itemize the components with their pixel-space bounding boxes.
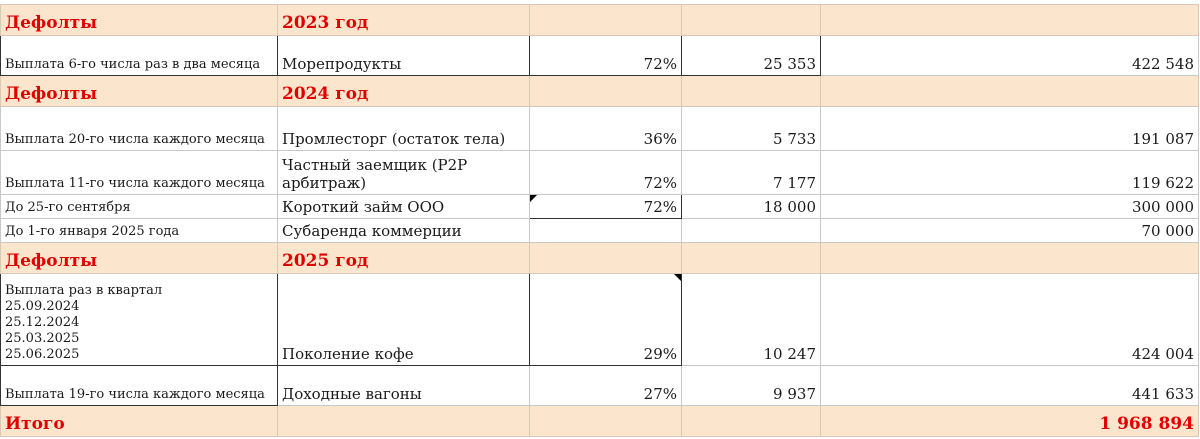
cell-section-year[interactable]: 2024 год [278, 76, 530, 107]
cell-payment-terms[interactable]: Выплата 20-го числа каждого месяца [1, 107, 278, 151]
section-header-row [1, 76, 1199, 107]
table-row [1, 151, 1199, 195]
cell-payment-terms[interactable]: До 1-го января 2025 года [1, 219, 278, 243]
table-row [1, 274, 1199, 366]
cell-empty[interactable] [682, 406, 821, 437]
cell-rate-value: 72% [643, 198, 677, 216]
cell-borrower-name[interactable]: Доходные вагоны [278, 366, 530, 406]
cell-rate[interactable]: 72% [530, 36, 682, 76]
table-row [1, 107, 1199, 151]
total-row [1, 406, 1199, 437]
cell-monthly-payment[interactable] [682, 219, 821, 243]
cell-payment-terms[interactable]: Выплата 6-го числа раз в два месяца [1, 36, 278, 76]
table-row [1, 195, 1199, 219]
cell-rate[interactable] [530, 219, 682, 243]
cell-rate[interactable]: 27% [530, 366, 682, 406]
cell-empty[interactable] [821, 243, 1199, 274]
cell-payment-terms[interactable]: Выплата 19-го числа каждого месяца [1, 366, 278, 406]
cell-empty[interactable] [530, 406, 682, 437]
cell-monthly-payment[interactable]: 18 000 [682, 195, 821, 219]
cell-empty[interactable] [682, 243, 821, 274]
cell-section-year[interactable]: 2023 год [278, 5, 530, 36]
comment-marker-icon[interactable] [674, 274, 681, 281]
cell-borrower-name[interactable]: Короткий займ ООО [278, 195, 530, 219]
cell-empty[interactable] [821, 5, 1199, 36]
cell-total-amount[interactable]: 441 633 [821, 366, 1199, 406]
cell-rate-value: 29% [643, 345, 677, 363]
section-header-row [1, 243, 1199, 274]
cell-section-label[interactable]: Дефолты [1, 76, 278, 107]
cell-rate[interactable]: 72% [530, 151, 682, 195]
cell-payment-terms[interactable]: До 25-го сентября [1, 195, 278, 219]
cell-total-amount[interactable]: 424 004 [821, 274, 1199, 366]
table-row [1, 366, 1199, 406]
cell-empty[interactable] [682, 5, 821, 36]
cell-total-amount[interactable]: 191 087 [821, 107, 1199, 151]
cell-rate[interactable] [530, 274, 682, 366]
cell-monthly-payment[interactable]: 9 937 [682, 366, 821, 406]
cell-rate[interactable] [530, 195, 682, 219]
cell-monthly-payment[interactable]: 5 733 [682, 107, 821, 151]
cell-borrower-name[interactable]: Промлесторг (остаток тела) [278, 107, 530, 151]
cell-rate[interactable]: 36% [530, 107, 682, 151]
comment-marker-icon[interactable] [530, 195, 537, 202]
cell-total-amount[interactable]: 119 622 [821, 151, 1199, 195]
cell-section-label[interactable]: Дефолты [1, 243, 278, 274]
cell-empty[interactable] [682, 76, 821, 107]
cell-borrower-name[interactable]: Субаренда коммерции [278, 219, 530, 243]
cell-empty[interactable] [278, 406, 530, 437]
cell-borrower-name[interactable]: Частный заемщик (P2P арбитраж) [278, 151, 530, 195]
cell-payment-terms[interactable]: Выплата раз в квартал 25.09.2024 25.12.2024 25.03.2025 25.06.2025 [1, 274, 278, 366]
cell-empty[interactable] [530, 5, 682, 36]
cell-section-label[interactable]: Дефолты [1, 5, 278, 36]
cell-grand-total[interactable]: 1 968 894 [821, 406, 1199, 437]
cell-borrower-name[interactable]: Морепродукты [278, 36, 530, 76]
cell-total-amount[interactable]: 70 000 [821, 219, 1199, 243]
cell-monthly-payment[interactable]: 25 353 [682, 36, 821, 76]
cell-monthly-payment[interactable]: 7 177 [682, 151, 821, 195]
section-header-row [1, 5, 1199, 36]
cell-total-amount[interactable]: 422 548 [821, 36, 1199, 76]
cell-monthly-payment[interactable]: 10 247 [682, 274, 821, 366]
cell-empty[interactable] [530, 243, 682, 274]
cell-total-label[interactable]: Итого [1, 406, 278, 437]
cell-empty[interactable] [530, 76, 682, 107]
cell-borrower-name[interactable]: Поколение кофе [278, 274, 530, 366]
spreadsheet-table [0, 4, 1199, 437]
cell-payment-terms[interactable]: Выплата 11-го числа каждого месяца [1, 151, 278, 195]
cell-total-amount[interactable]: 300 000 [821, 195, 1199, 219]
table-row [1, 36, 1199, 76]
cell-empty[interactable] [821, 76, 1199, 107]
cell-section-year[interactable]: 2025 год [278, 243, 530, 274]
table-row [1, 219, 1199, 243]
